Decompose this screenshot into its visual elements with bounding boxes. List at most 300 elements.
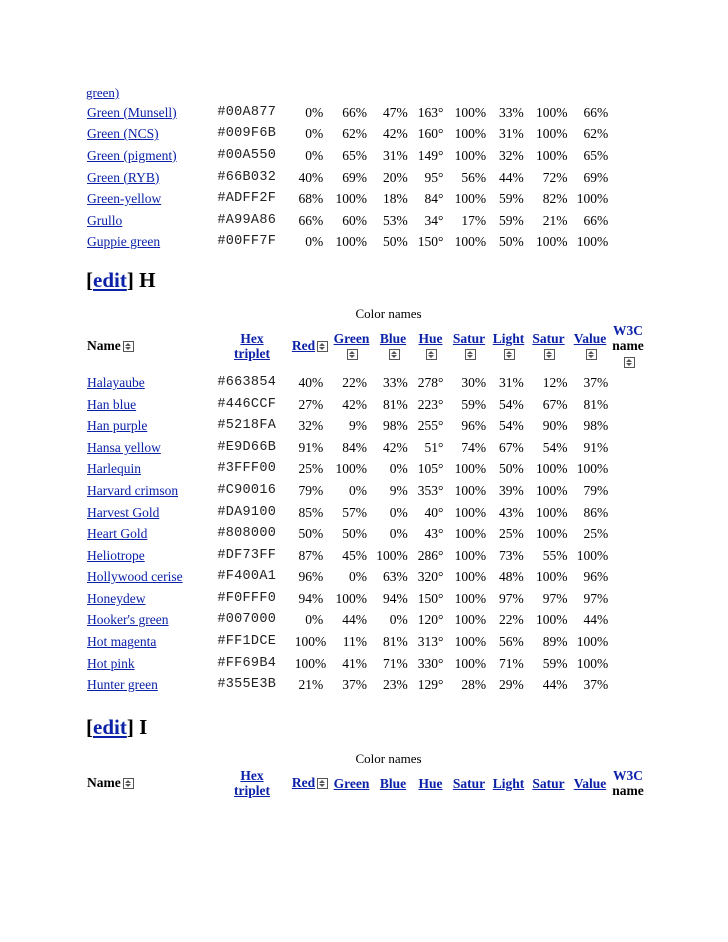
header-label[interactable]: Red [291,337,316,353]
cell-red: 87% [298,547,324,563]
cell-hex: #00A550 [217,147,277,163]
cell-name [86,415,216,437]
cell-hex: #FF1DCE [217,634,277,650]
table-row [86,415,646,437]
color-name-link[interactable]: Han purple [87,418,148,434]
header-label[interactable]: Satur [452,775,486,791]
header-label[interactable]: Light [492,775,525,791]
cell-light: 56% [499,634,524,650]
cell-green: 62% [342,126,367,142]
cell-green: 50% [342,526,367,542]
color-name-link[interactable]: Heliotrope [87,547,145,563]
cell-light: 54% [499,396,524,412]
cell-satur2: 55% [542,547,568,563]
table-caption: Color names [355,751,422,767]
cell-light: 31% [499,374,524,390]
cell-satur2: 44% [542,677,568,693]
color-name-link[interactable]: Green-yellow [87,191,162,207]
cell-name [86,167,216,189]
cell-hex: #DF73FF [217,547,277,563]
cell-satur2: 100% [536,147,568,163]
header-satur[interactable] [448,768,490,798]
cell-hex: #5218FA [217,418,277,434]
table-caption: Color names [355,306,422,322]
cell-blue: 81% [382,634,408,650]
header-label[interactable]: name [612,338,644,354]
cell-blue: 63% [382,569,408,585]
table-row [86,631,646,653]
header-w3c-name[interactable] [610,768,646,798]
cell-satur2: 72% [542,169,568,185]
cell-hex: #F0FFF0 [217,590,277,606]
sort-icon[interactable] [317,341,328,352]
cell-hex: #A99A86 [217,212,277,228]
cell-green: 100% [335,234,367,250]
cell-name [86,102,216,124]
cell-light: 50% [499,234,524,250]
edit-link[interactable]: edit [93,268,127,293]
sort-icon-holder [414,346,447,361]
cell-name [86,232,216,254]
table-row [86,188,646,210]
cell-green: 60% [342,212,367,228]
cell-red: 0% [305,234,324,250]
cell-value: 44% [583,612,609,628]
header-w3c-name[interactable] [610,323,646,368]
header-label[interactable]: Red [291,775,316,791]
sort-icon[interactable] [123,341,134,352]
header-label[interactable]: Hue [418,775,443,791]
header-label[interactable]: triplet [234,783,270,799]
cell-blue: 42% [382,126,408,142]
h-table-header [86,323,646,368]
cell-satur2: 21% [542,212,568,228]
sort-icon[interactable] [317,778,328,789]
color-name-link[interactable]: Hansa yellow [87,439,161,455]
header-hue[interactable] [413,768,448,798]
cell-name [86,124,216,146]
color-name-link[interactable]: Green (NCS) [87,126,159,142]
cell-red: 0% [305,126,324,142]
cell-red: 25% [298,461,324,477]
cell-satur: 100% [454,569,487,585]
cell-name [86,394,216,416]
cell-hex: #ADFF2F [217,191,277,207]
cell-satur2: 54% [542,439,568,455]
cell-w3c [609,631,646,653]
cell-value: 100% [576,634,609,650]
cell-name [86,545,216,567]
cell-w3c [609,567,646,589]
cell-w3c [609,588,646,610]
table-row [86,674,646,696]
sort-icon[interactable] [465,349,476,360]
table-row [86,610,646,632]
cell-hex: #00FF7F [217,234,277,250]
header-name[interactable] [86,768,214,798]
header-label[interactable]: Satur [532,330,565,346]
color-name-link[interactable]: Hooker's green [87,612,169,628]
cell-satur: 100% [454,547,487,563]
header-label[interactable]: Satur [532,775,565,791]
header-satur-2[interactable] [527,768,570,798]
cell-satur: 100% [454,612,487,628]
cell-value: 66% [583,212,609,228]
cell-light: 73% [499,547,524,563]
cell-name [86,588,216,610]
cell-value: 37% [583,374,609,390]
color-name-link[interactable]: Honeydew [87,590,146,606]
cell-hex: #DA9100 [217,504,277,520]
cell-satur: 100% [454,482,487,498]
cell-name [86,145,216,167]
cell-red: 94% [298,590,324,606]
color-name-link[interactable]: Green (Munsell) [87,104,177,120]
cell-red: 85% [298,504,324,520]
header-row [86,323,646,368]
cell-w3c [609,210,646,232]
header-blue[interactable] [373,323,413,368]
header-label[interactable]: triplet [234,345,270,361]
cell-hue: 320° [417,569,444,585]
sort-icon-holder [528,346,569,361]
header-label[interactable]: Light [492,330,525,346]
cell-green: 44% [342,612,367,628]
header-label[interactable]: Green [333,775,370,791]
header-label[interactable]: Hex [240,330,264,346]
cell-green: 66% [342,104,367,120]
cell-blue: 33% [382,374,408,390]
cell-light: 59% [499,191,524,207]
sort-icon[interactable] [347,349,358,360]
sort-icon-holder [374,346,412,361]
cell-satur2: 67% [542,396,568,412]
cell-blue: 0% [389,526,408,542]
color-name-link[interactable]: Hot magenta [87,634,157,650]
cell-light: 67% [499,439,524,455]
table-row [86,210,646,232]
cell-w3c [609,415,646,437]
section-title: ] H [126,268,156,293]
color-name-link[interactable]: Hot pink [87,655,135,671]
color-name-link[interactable]: Hunter green [87,677,158,693]
cell-green: 22% [342,374,367,390]
sort-icon[interactable] [586,349,597,360]
cell-w3c [609,523,646,545]
color-name-link[interactable]: Green (pigment) [87,147,177,163]
cell-hue: 160° [417,126,444,142]
cell-red: 32% [298,418,324,434]
cell-green: 0% [349,569,367,585]
cell-name [86,372,216,394]
header-label[interactable]: W3C [613,323,643,339]
cell-satur2: 97% [542,590,568,606]
header-label[interactable]: Green [333,330,370,346]
sort-icon[interactable] [123,778,134,789]
cell-name [86,210,216,232]
cell-value: 66% [583,104,609,120]
cell-green: 41% [342,655,367,671]
cell-hue: 34° [424,212,444,228]
cell-satur2: 100% [536,461,568,477]
cell-light: 48% [499,569,524,585]
cell-blue: 42% [382,439,408,455]
cell-value: 91% [583,439,609,455]
cell-hue: 149° [417,147,444,163]
cell-value: 96% [583,569,609,585]
cell-green: 37% [342,677,367,693]
cell-blue: 81% [382,396,408,412]
cell-hex: #C90016 [217,482,277,498]
cell-hue: 129° [417,677,444,693]
cell-satur: 56% [461,169,487,185]
cell-red: 100% [294,655,327,671]
cell-satur: 74% [461,439,487,455]
cell-green: 84% [342,439,367,455]
color-name-link[interactable]: Harvest Gold [87,504,160,520]
cell-w3c [609,145,646,167]
cell-name [86,437,216,459]
color-name-link[interactable]: Green (RYB) [87,169,160,185]
cell-light: 39% [499,482,524,498]
cell-blue: 23% [382,677,408,693]
table-row [86,437,646,459]
cell-satur2: 12% [542,374,568,390]
cell-light: 97% [499,590,524,606]
cell-light: 59% [499,212,524,228]
cell-light: 43% [499,504,524,520]
cell-blue: 71% [382,655,408,671]
cell-satur2: 59% [542,655,568,671]
cell-hue: 84° [424,191,444,207]
cell-w3c [609,437,646,459]
cell-name [86,567,216,589]
color-name-link[interactable]: Guppie green [87,234,161,250]
cell-blue: 94% [382,590,408,606]
header-hex-triplet[interactable] [214,768,290,798]
cell-green: 9% [349,418,367,434]
cell-red: 96% [298,569,324,585]
cell-w3c [609,394,646,416]
cell-value: 100% [576,461,609,477]
g-color-table [86,102,646,253]
table-row [86,588,646,610]
cell-w3c [609,372,646,394]
cell-name [86,480,216,502]
cell-blue: 18% [382,191,408,207]
header-name[interactable] [86,323,214,368]
cell-w3c [609,102,646,124]
cell-light: 25% [499,526,524,542]
cell-green: 65% [342,147,367,163]
cell-red: 66% [298,212,324,228]
color-name-link[interactable]: Grullo [87,212,123,228]
cell-value: 79% [583,482,609,498]
table-row [86,167,646,189]
sort-icon[interactable] [426,349,437,360]
header-light[interactable] [490,323,527,368]
cell-w3c [609,459,646,481]
header-label[interactable]: Name [87,775,121,791]
cell-w3c [609,610,646,632]
cell-satur2: 89% [542,634,568,650]
cell-hue: 51° [424,439,444,455]
cell-satur: 100% [454,126,487,142]
cell-satur: 96% [461,418,487,434]
cell-hue: 223° [417,396,444,412]
cell-hex: #F400A1 [217,569,277,585]
cell-hue: 313° [417,634,444,650]
header-hue[interactable] [413,323,448,368]
cell-hue: 330° [417,655,444,671]
cell-hex: #3FFF00 [217,461,277,477]
sort-icon-holder [491,346,526,361]
cell-hue: 43° [424,526,444,542]
table-row [86,523,646,545]
table-row [86,459,646,481]
cell-blue: 50% [382,234,408,250]
cell-hex: #007000 [217,612,277,628]
header-green[interactable] [330,323,373,368]
cell-satur2: 100% [536,612,568,628]
table-row [86,502,646,524]
cell-satur: 100% [454,526,487,542]
header-label[interactable]: Blue [379,775,407,791]
color-name-link[interactable]: Halayaube [87,374,145,390]
cell-value: 100% [576,191,609,207]
cell-satur: 28% [461,677,487,693]
section-heading-h [86,263,646,297]
cell-red: 21% [298,677,324,693]
header-satur[interactable] [448,323,490,368]
color-name-link[interactable]: Han blue [87,396,137,412]
page-content [86,84,646,798]
cell-hue: 40° [424,504,444,520]
cell-w3c [609,124,646,146]
cell-satur2: 82% [542,191,568,207]
header-label[interactable]: Blue [379,330,407,346]
cell-satur2: 100% [536,126,568,142]
header-red[interactable] [290,323,330,368]
cell-hue: 95° [424,169,444,185]
header-green[interactable] [330,768,373,798]
cell-value: 86% [583,504,609,520]
cell-value: 100% [576,655,609,671]
header-label[interactable]: name [612,783,644,799]
table-row [86,102,646,124]
header-label[interactable]: Satur [452,330,486,346]
cell-green: 100% [335,461,367,477]
header-label[interactable]: Hue [418,330,443,346]
cell-green: 69% [342,169,367,185]
cell-blue: 100% [376,547,408,563]
cell-hex: #446CCF [217,396,277,412]
cell-light: 22% [499,612,524,628]
cell-satur2: 100% [536,569,568,585]
cell-blue: 0% [389,612,408,628]
header-value[interactable] [570,323,610,368]
cell-blue: 0% [389,461,408,477]
sort-icon[interactable] [624,357,635,368]
cell-red: 40% [298,169,324,185]
bracket-open: [ [86,715,93,740]
header-label[interactable]: Value [573,330,607,346]
color-name-link[interactable]: Harvard crimson [87,482,179,498]
cell-satur2: 100% [536,482,568,498]
color-name-link[interactable]: Harlequin [87,461,141,477]
header-hex-triplet[interactable] [214,323,290,368]
header-label[interactable]: Value [573,775,607,791]
cell-value: 69% [583,169,609,185]
table-row [86,232,646,254]
cell-satur2: 100% [536,526,568,542]
header-value[interactable] [570,768,610,798]
header-light[interactable] [490,768,527,798]
color-name-link[interactable]: Heart Gold [87,526,148,542]
cell-satur: 100% [454,504,487,520]
header-blue[interactable] [373,768,413,798]
cell-hue: 105° [417,461,444,477]
cell-value: 65% [583,147,609,163]
cell-green: 45% [342,547,367,563]
cell-value: 100% [576,234,609,250]
cell-w3c [609,480,646,502]
header-label[interactable]: Hex [240,768,264,784]
cell-light: 54% [499,418,524,434]
header-red[interactable] [290,768,330,798]
cell-red: 68% [298,191,324,207]
header-label[interactable]: W3C [613,768,643,784]
table-row [86,567,646,589]
cell-blue: 31% [382,147,408,163]
cell-name [86,610,216,632]
cell-w3c [609,653,646,675]
cell-hue: 163° [417,104,444,120]
cell-green: 11% [342,634,367,650]
cell-red: 100% [294,634,327,650]
sort-icon-holder [611,353,645,368]
sort-icon-holder [571,346,609,361]
cell-w3c [609,502,646,524]
continued-name-link[interactable]: green) [86,85,120,100]
table-row [86,372,646,394]
color-name-link[interactable]: Hollywood cerise [87,569,183,585]
cell-blue: 0% [389,504,408,520]
cell-hex: #66B032 [217,169,277,185]
cell-name [86,523,216,545]
edit-link[interactable]: edit [93,715,127,740]
cell-light: 32% [499,147,524,163]
sort-icon[interactable] [389,349,400,360]
cell-satur: 100% [454,191,487,207]
table-row [86,124,646,146]
cell-blue: 20% [382,169,408,185]
cell-w3c [609,545,646,567]
cell-satur: 30% [461,374,487,390]
sort-icon[interactable] [504,349,515,360]
header-satur-2[interactable] [527,323,570,368]
cell-blue: 98% [382,418,408,434]
cell-hex: #355E3B [217,677,277,693]
cell-satur2: 100% [536,234,568,250]
cell-satur: 100% [454,590,487,606]
cell-name [86,631,216,653]
section-heading-i [86,710,646,744]
header-label[interactable]: Name [87,337,121,353]
cell-red: 0% [305,104,324,120]
sort-icon[interactable] [544,349,555,360]
cell-satur: 59% [461,396,487,412]
